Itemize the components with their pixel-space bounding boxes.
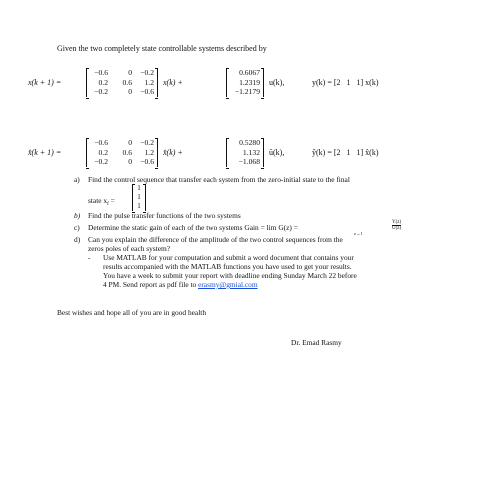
sys1-matrix-b: 0.6067 1.2319 −1.2179 [226,68,264,97]
item-d-line-1: Can you explain the difference of the amplitude of the two control sequences from the [88,235,343,244]
intro-text: Given the two completely state controllable systems described by [57,44,267,53]
note-line-2: results accompanied with the MATLAB functions you have used to get your results. [103,262,352,271]
item-c-text: Determine the static gain of each of the two systems Gain = lim G(z) = [88,223,298,232]
sys1-lhs: x(k + 1) = [28,78,62,87]
closing-text: Best wishes and hope all of you are in good health [57,308,207,317]
item-b-label: b) [74,211,81,220]
email-link[interactable]: erasmy@gmial.com [198,280,258,289]
sys1-matrix-a: −0.6 0 −0.2 0.2 0.6 1.2 −0.2 0 −0.6 [86,68,158,97]
gain-fraction: $\frac{Y(z)}{U(z)}$ [392,220,402,231]
sys2-xk-plus: x̂(k) + [163,148,183,157]
signature: Dr. Emad Rasmy [291,338,342,347]
lim-subscript: z→1 [354,231,363,236]
note-line-3: You have a week to submit your report with deadline ending Sunday March 22 before [103,271,357,280]
item-a-text: Find the control sequence that transfer each system from the zero-initial state to the final [88,175,350,184]
note-bullet: - [88,253,91,262]
sys1-xk-plus: x(k) + [163,78,183,87]
sys2-output: ŷ(k) = [2 1 1] x̂(k) [312,148,379,157]
sys2-input: ũ(k), [269,148,285,157]
item-d-line-2: zeros poles of each system? [88,244,171,253]
sys1-output: y(k) = [2 1 1] x(k) [312,78,379,87]
note-line-1: Use MATLAB for your computation and submit a word document that contains your [103,253,354,262]
item-b-text: Find the pulse transfer functions of the two systems [88,211,241,220]
final-state-vector: 1 1 1 [132,184,146,211]
sys1-input: u(k), [269,78,285,87]
item-a-label: a) [74,175,80,184]
sys2-matrix-a: −0.6 0 −0.2 0.2 0.6 1.2 −0.2 0 −0.6 [86,138,158,167]
note-line-4: 4 PM. Send report as pdf file to erasmy@gmial.com [103,280,258,289]
sys2-matrix-b: 0.5280 1.132 −1.068 [226,138,264,167]
item-a-state: state $x_f$ = [88,196,115,207]
item-d-label: d) [74,235,81,244]
item-c-label: c) [74,223,80,232]
sys2-lhs: x̂(k + 1) = [28,148,62,157]
